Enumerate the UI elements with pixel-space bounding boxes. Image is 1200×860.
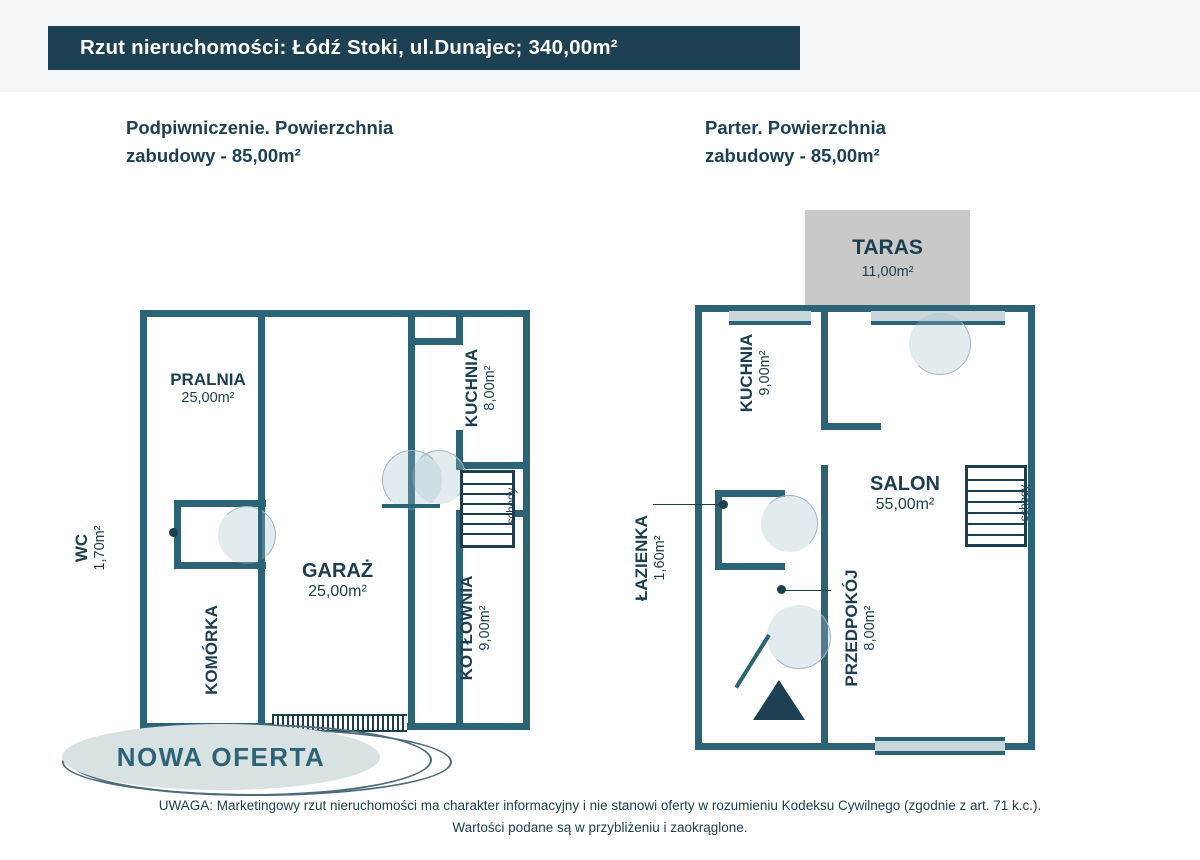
entry-arrow-icon <box>753 680 805 720</box>
room-label-kuchnia-basement: KUCHNIA 8,00m² <box>462 348 498 428</box>
room-label-przedpokoj: PRZEDPOKÓJ 8,00m² <box>842 569 878 687</box>
title-box <box>48 26 800 70</box>
section-heading-ground-line2: zabudowy - 85,00m² <box>705 145 880 166</box>
room-label-salon: SALON 55,00m² <box>870 473 940 513</box>
stairs-label-basement: schody <box>506 487 519 525</box>
door-arc-terrace <box>909 313 971 375</box>
basement-wall-kitchen-top <box>415 338 460 345</box>
page-title: Rzut nieruchomości: Łódź Stoki, ul.Dunajec; 340,00m² <box>80 36 618 59</box>
room-label-garaz: GARAŻ 25,00m² <box>301 560 374 600</box>
stairs-ground <box>965 465 1027 547</box>
terrace-name: TARAS <box>852 236 923 259</box>
door-arc-entry <box>767 605 831 669</box>
leader-hall <box>781 590 831 591</box>
ground-wall-v1 <box>821 305 828 430</box>
basement-wall-v2 <box>408 310 415 730</box>
section-heading-basement-line2: zabudowy - 85,00m² <box>126 145 301 166</box>
stairs-label-ground: schody <box>1019 484 1032 522</box>
room-label-kotlownia: KOTŁOWNIA 9,00m² <box>457 575 493 681</box>
terrace-area: 11,00m² <box>861 264 914 280</box>
room-label-kuchnia-ground: KUCHNIA 9,00m² <box>737 333 773 413</box>
ground-wall-bath-bottom <box>715 563 785 570</box>
ground-wall-h1 <box>821 423 881 430</box>
disclaimer-line1: UWAGA: Marketingowy rzut nieruchomości ma charakter informacyjny i nie stanowi oferty w rozumieniu Kodeksu Cywilnego (zgodnie z art. 71 k.c.). <box>158 798 1042 813</box>
terrace-block <box>805 210 970 310</box>
ground-wall-bath-top <box>715 490 785 497</box>
basement-wall-v2b <box>408 310 415 340</box>
disclaimer-line2: Wartości podane są w przybliżeniu i zaokrąglone. <box>452 820 748 835</box>
new-offer-badge <box>62 722 452 798</box>
basement-wall-kitchen-bottom <box>456 462 530 469</box>
room-label-komorka: KOMÓRKA <box>202 605 221 695</box>
header-band <box>0 0 1200 92</box>
basement-floorplan <box>72 310 530 730</box>
door-arc-wc <box>218 506 276 564</box>
room-label-pralnia: PRALNIA 25,00m² <box>170 370 246 406</box>
room-label-wc: WC 1,70m² <box>72 525 108 571</box>
door-arc-kitchen <box>412 450 466 504</box>
door-leaf-wc <box>258 506 262 562</box>
badge-label: NOWA OFERTA <box>116 742 326 772</box>
door-arc-bathroom <box>761 495 818 552</box>
disclaimer <box>0 795 1200 839</box>
section-heading-ground <box>705 114 886 170</box>
fixture-dot-wc <box>169 528 178 537</box>
fixture-dot-bathroom <box>719 500 728 509</box>
ground-floorplan <box>632 236 1035 750</box>
door-leaf-garage <box>382 504 440 508</box>
ground-wall-v2 <box>821 465 828 565</box>
room-label-lazienka: ŁAZIENKA 1,60m² <box>632 515 668 601</box>
section-heading-basement-line1: Podpiwniczenie. Powierzchnia <box>126 117 394 138</box>
section-heading-ground-line1: Parter. Powierzchnia <box>705 117 886 138</box>
section-heading-basement <box>126 114 393 170</box>
window-bottom <box>875 737 1005 755</box>
